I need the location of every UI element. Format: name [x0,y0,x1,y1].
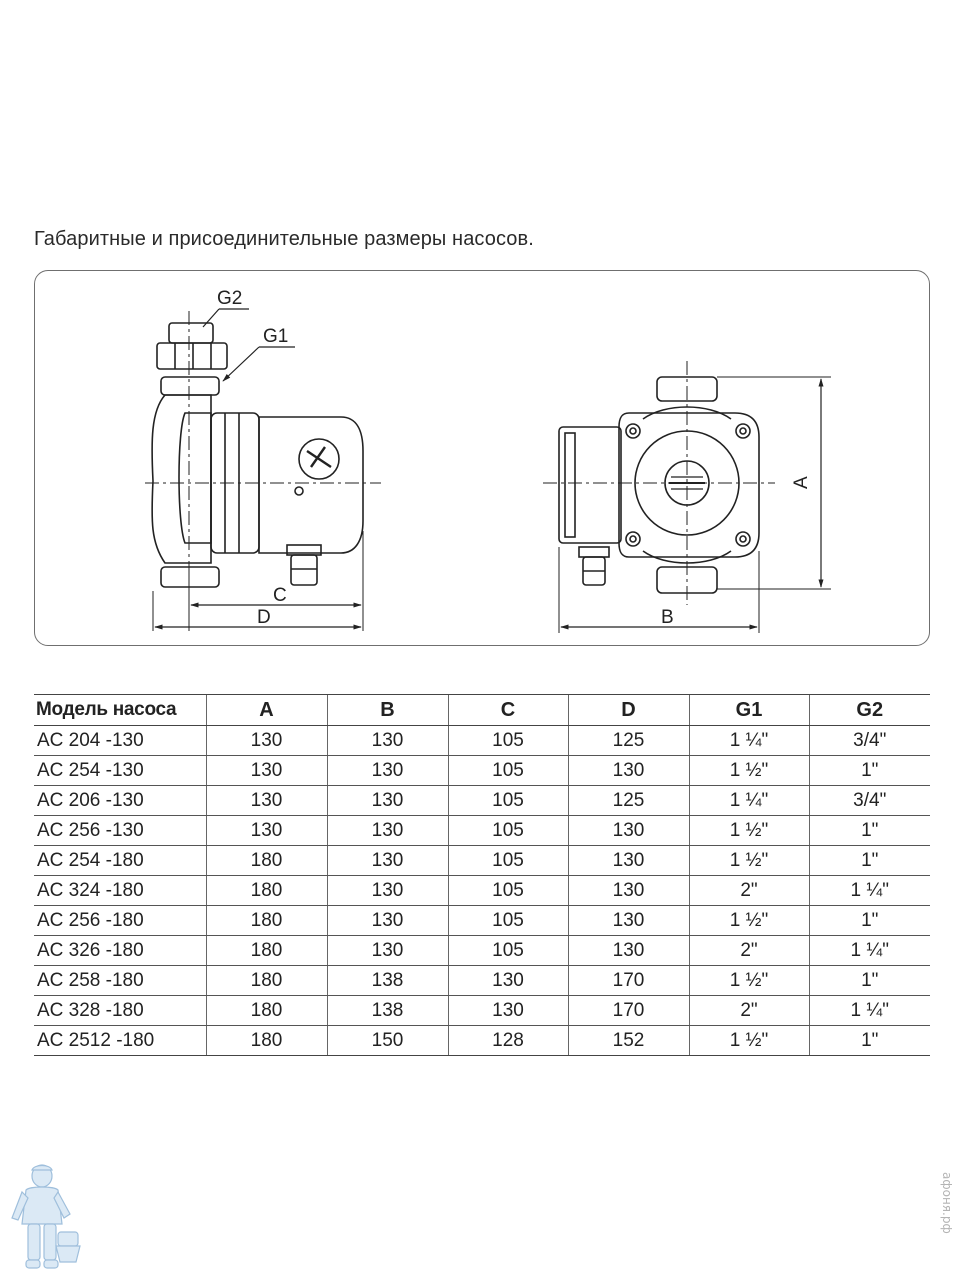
cell-g1: 1 ½" [689,906,809,936]
cell-d: 125 [568,786,689,816]
cell-g1: 2" [689,936,809,966]
cell-g2: 1 ¼" [809,876,930,906]
pump-dimensions-table [34,694,930,1056]
table-row [34,906,930,936]
cell-c: 105 [448,876,568,906]
cell-d: 130 [568,876,689,906]
table-body [34,726,930,1056]
cell-model: AC 258 -180 [34,966,206,996]
cell-b: 138 [327,996,448,1026]
cell-g1: 2" [689,996,809,1026]
table-row [34,1026,930,1056]
cell-b: 130 [327,846,448,876]
cell-g2: 1 ¼" [809,936,930,966]
cell-model: AC 254 -180 [34,846,206,876]
cell-a: 180 [206,936,327,966]
cell-g1: 1 ½" [689,756,809,786]
cell-d: 152 [568,1026,689,1056]
table-row [34,966,930,996]
cell-b: 138 [327,966,448,996]
table-row [34,876,930,906]
cell-b: 130 [327,756,448,786]
cell-c: 105 [448,846,568,876]
cell-d: 170 [568,966,689,996]
cell-g2: 1" [809,1026,930,1056]
cell-g2: 1 ¼" [809,996,930,1026]
table-row [34,756,930,786]
table-row [34,936,930,966]
cell-c: 105 [448,786,568,816]
cell-a: 130 [206,816,327,846]
cell-b: 130 [327,876,448,906]
cell-a: 180 [206,876,327,906]
header-d: D [568,695,689,726]
cell-a: 180 [206,846,327,876]
cell-c: 105 [448,756,568,786]
table-row [34,726,930,756]
cell-g1: 1 ½" [689,1026,809,1056]
pump-front-view [559,377,759,593]
cell-model: AC 326 -180 [34,936,206,966]
label-c: C [273,585,287,606]
table-row [34,816,930,846]
label-b: B [661,607,674,628]
cell-model: AC 204 -130 [34,726,206,756]
cell-model: AC 254 -130 [34,756,206,786]
cell-d: 125 [568,726,689,756]
label-a: A [791,476,812,489]
cell-b: 130 [327,786,448,816]
cell-a: 130 [206,756,327,786]
cell-d: 130 [568,846,689,876]
cell-a: 130 [206,726,327,756]
cell-c: 130 [448,996,568,1026]
cell-c: 105 [448,906,568,936]
cell-b: 130 [327,816,448,846]
cell-a: 180 [206,996,327,1026]
cell-b: 130 [327,726,448,756]
table-row [34,846,930,876]
cell-d: 130 [568,756,689,786]
cell-g2: 1" [809,966,930,996]
cell-g1: 1 ½" [689,846,809,876]
table-row [34,996,930,1026]
cell-c: 105 [448,726,568,756]
cell-c: 105 [448,816,568,846]
dimension-drawing [34,270,930,646]
cell-b: 130 [327,906,448,936]
cell-c: 105 [448,936,568,966]
cell-a: 180 [206,906,327,936]
cell-d: 130 [568,936,689,966]
cell-b: 130 [327,936,448,966]
table-row [34,786,930,816]
watermark: афоня.рф [940,1172,954,1234]
cell-model: AC 256 -180 [34,906,206,936]
cell-g2: 3/4" [809,726,930,756]
cell-g2: 1" [809,846,930,876]
header-model: Модель насоса [34,695,206,726]
cell-c: 130 [448,966,568,996]
pump-side-view [152,323,363,587]
cell-d: 130 [568,816,689,846]
header-b: B [327,695,448,726]
label-d: D [257,607,271,628]
cell-a: 180 [206,966,327,996]
label-g1: G1 [263,326,289,347]
cell-g2: 1" [809,756,930,786]
cell-g1: 1 ½" [689,966,809,996]
cell-a: 180 [206,1026,327,1056]
cell-model: AC 2512 -180 [34,1026,206,1056]
cell-d: 170 [568,996,689,1026]
cell-model: AC 256 -130 [34,816,206,846]
header-a: A [206,695,327,726]
plumber-logo [8,1162,84,1274]
cell-g1: 2" [689,876,809,906]
cell-g1: 1 ½" [689,816,809,846]
cell-model: AC 328 -180 [34,996,206,1026]
label-g2: G2 [217,288,243,309]
header-g1: G1 [689,695,809,726]
cell-g1: 1 ¼" [689,726,809,756]
cell-g2: 3/4" [809,786,930,816]
cell-model: AC 206 -130 [34,786,206,816]
header-g2: G2 [809,695,930,726]
cell-d: 130 [568,906,689,936]
cell-model: AC 324 -180 [34,876,206,906]
table-header-row [34,695,930,726]
cell-c: 128 [448,1026,568,1056]
cell-b: 150 [327,1026,448,1056]
cell-a: 130 [206,786,327,816]
header-c: C [448,695,568,726]
drawing-caption: Габаритные и присоединительные размеры насосов. [34,228,534,250]
cell-g1: 1 ¼" [689,786,809,816]
pump-drawing-svg [35,271,931,647]
cell-g2: 1" [809,816,930,846]
cell-g2: 1" [809,906,930,936]
